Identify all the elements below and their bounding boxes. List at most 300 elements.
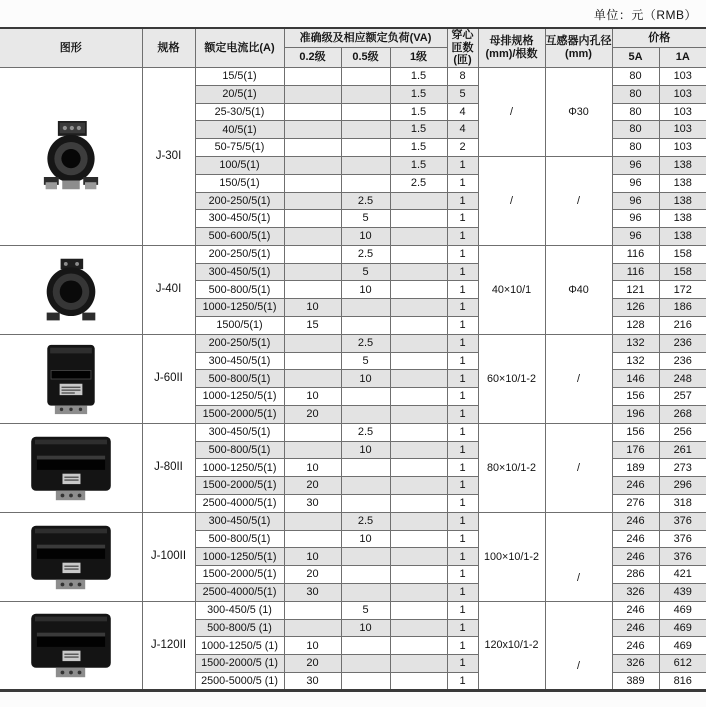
price-5a-cell: 146 (612, 370, 659, 388)
ratio-cell: 500-800/5(1) (195, 281, 284, 299)
class-1-cell (390, 245, 447, 263)
ratio-cell: 200-250/5(1) (195, 192, 284, 210)
price-1a-cell: 248 (659, 370, 706, 388)
price-1a-cell: 158 (659, 245, 706, 263)
class-0-5-cell (341, 459, 390, 477)
header-price-group: 价格 (612, 28, 706, 48)
class-0-5-cell (341, 406, 390, 424)
bore-cell: / (545, 156, 612, 245)
price-5a-cell: 132 (612, 334, 659, 352)
class-1-cell (390, 459, 447, 477)
class-1-cell (390, 495, 447, 513)
header-class-0-2: 0.2级 (284, 48, 341, 68)
class-0-2-cell: 10 (284, 637, 341, 655)
class-1-cell: 1.5 (390, 121, 447, 139)
ratio-cell: 200-250/5(1) (195, 334, 284, 352)
ratio-cell: 1500-2000/5(1) (195, 566, 284, 584)
price-1a-cell: 469 (659, 601, 706, 619)
class-0-5-cell (341, 566, 390, 584)
price-1a-cell: 261 (659, 441, 706, 459)
class-1-cell (390, 192, 447, 210)
class-1-cell (390, 352, 447, 370)
spec-cell: J-60II (142, 334, 195, 423)
price-5a-cell: 196 (612, 406, 659, 424)
class-0-2-cell: 10 (284, 388, 341, 406)
class-0-2-cell: 10 (284, 299, 341, 317)
ratio-cell: 100/5(1) (195, 156, 284, 174)
class-0-5-cell (341, 495, 390, 513)
turns-cell: 1 (447, 192, 478, 210)
class-0-5-cell: 10 (341, 228, 390, 246)
class-1-cell (390, 263, 447, 281)
class-0-5-cell: 2.5 (341, 245, 390, 263)
j-60ii-product-image (0, 342, 142, 416)
price-1a-cell: 103 (659, 85, 706, 103)
class-1-cell (390, 423, 447, 441)
header-figure: 图形 (0, 28, 142, 67)
spec-cell: J-30I (142, 67, 195, 245)
price-5a-cell: 96 (612, 156, 659, 174)
turns-cell: 1 (447, 370, 478, 388)
class-0-2-cell (284, 174, 341, 192)
ratio-cell: 2500-5000/5 (1) (195, 673, 284, 691)
price-5a-cell: 326 (612, 584, 659, 602)
ratio-cell: 2500-4000/5(1) (195, 584, 284, 602)
price-1a-cell: 138 (659, 192, 706, 210)
class-0-2-cell (284, 67, 341, 85)
ratio-cell: 300-450/5(1) (195, 423, 284, 441)
class-0-2-cell: 20 (284, 566, 341, 584)
turns-cell: 1 (447, 673, 478, 691)
class-1-cell (390, 299, 447, 317)
table-row (0, 245, 706, 263)
class-0-2-cell: 20 (284, 406, 341, 424)
ratio-cell: 300-450/5(1) (195, 512, 284, 530)
price-5a-cell: 126 (612, 299, 659, 317)
class-0-2-cell (284, 121, 341, 139)
class-0-2-cell: 20 (284, 477, 341, 495)
class-0-2-cell (284, 281, 341, 299)
header-class-0-5: 0.5级 (341, 48, 390, 68)
turns-cell: 1 (447, 263, 478, 281)
spec-cell: J-100II (142, 512, 195, 601)
price-1a-cell: 138 (659, 228, 706, 246)
price-5a-cell: 121 (612, 281, 659, 299)
class-0-5-cell: 10 (341, 281, 390, 299)
j-30i-product-image (0, 119, 142, 193)
price-1a-cell: 236 (659, 352, 706, 370)
price-5a-cell: 246 (612, 619, 659, 637)
price-1a-cell: 376 (659, 548, 706, 566)
class-1-cell (390, 334, 447, 352)
turns-cell: 1 (447, 423, 478, 441)
header-busbar: 母排规格(mm)/根数 (478, 28, 545, 67)
price-5a-cell: 80 (612, 67, 659, 85)
header-price-5a: 5A (612, 48, 659, 68)
bore-cell: / (545, 423, 612, 512)
class-1-cell (390, 530, 447, 548)
class-0-2-cell (284, 139, 341, 157)
header-bore: 互感器内孔径(mm) (545, 28, 612, 67)
price-5a-cell: 389 (612, 673, 659, 691)
price-5a-cell: 246 (612, 477, 659, 495)
class-0-5-cell (341, 637, 390, 655)
price-5a-cell: 80 (612, 139, 659, 157)
table-header (0, 28, 706, 67)
ratio-cell: 15/5(1) (195, 67, 284, 85)
busbar-cell: 120x10/1-2 (478, 601, 545, 690)
class-0-5-cell (341, 67, 390, 85)
class-1-cell (390, 512, 447, 530)
class-0-2-cell (284, 423, 341, 441)
turns-cell: 4 (447, 103, 478, 121)
ratio-cell: 1500/5(1) (195, 317, 284, 335)
price-5a-cell: 156 (612, 423, 659, 441)
price-1a-cell: 158 (659, 263, 706, 281)
spec-cell: J-80II (142, 423, 195, 512)
class-1-cell (390, 441, 447, 459)
ratio-cell: 200-250/5(1) (195, 245, 284, 263)
ratio-cell: 2500-4000/5(1) (195, 495, 284, 513)
class-1-cell (390, 388, 447, 406)
ratio-cell: 1000-1250/5 (1) (195, 637, 284, 655)
ratio-cell: 20/5(1) (195, 85, 284, 103)
turns-cell: 4 (447, 121, 478, 139)
class-0-5-cell (341, 85, 390, 103)
ratio-cell: 300-450/5(1) (195, 352, 284, 370)
class-0-2-cell (284, 334, 341, 352)
class-0-5-cell: 5 (341, 352, 390, 370)
class-0-2-cell: 30 (284, 673, 341, 691)
class-0-2-cell (284, 192, 341, 210)
ratio-cell: 500-800/5(1) (195, 441, 284, 459)
header-price-1a: 1A (659, 48, 706, 68)
price-1a-cell: 318 (659, 495, 706, 513)
price-1a-cell: 376 (659, 512, 706, 530)
price-1a-cell: 469 (659, 619, 706, 637)
turns-cell: 1 (447, 228, 478, 246)
ratio-cell: 1000-1250/5(1) (195, 388, 284, 406)
turns-cell: 1 (447, 530, 478, 548)
price-5a-cell: 80 (612, 121, 659, 139)
figure-cell (0, 245, 142, 334)
class-0-5-cell (341, 388, 390, 406)
class-0-5-cell (341, 655, 390, 673)
price-1a-cell: 236 (659, 334, 706, 352)
turns-cell: 1 (447, 317, 478, 335)
class-0-5-cell: 2.5 (341, 334, 390, 352)
price-5a-cell: 276 (612, 495, 659, 513)
class-0-5-cell: 5 (341, 601, 390, 619)
turns-cell: 1 (447, 459, 478, 477)
ratio-cell: 1000-1250/5(1) (195, 548, 284, 566)
price-1a-cell: 103 (659, 139, 706, 157)
turns-cell: 1 (447, 584, 478, 602)
price-5a-cell: 132 (612, 352, 659, 370)
turns-cell: 8 (447, 67, 478, 85)
price-1a-cell: 103 (659, 67, 706, 85)
class-1-cell (390, 317, 447, 335)
price-5a-cell: 189 (612, 459, 659, 477)
class-0-5-cell (341, 548, 390, 566)
price-1a-cell: 421 (659, 566, 706, 584)
spec-cell: J-40I (142, 245, 195, 334)
class-0-5-cell: 5 (341, 210, 390, 228)
class-1-cell (390, 601, 447, 619)
class-0-5-cell (341, 174, 390, 192)
class-0-2-cell (284, 601, 341, 619)
turns-cell: 1 (447, 406, 478, 424)
price-5a-cell: 96 (612, 210, 659, 228)
class-0-2-cell (284, 85, 341, 103)
turns-cell: 1 (447, 601, 478, 619)
figure-cell (0, 601, 142, 690)
class-1-cell (390, 673, 447, 691)
class-1-cell (390, 584, 447, 602)
price-1a-cell: 138 (659, 156, 706, 174)
price-1a-cell: 257 (659, 388, 706, 406)
class-0-2-cell (284, 370, 341, 388)
class-0-2-cell (284, 263, 341, 281)
header-turns: 穿心匝数(匝) (447, 28, 478, 67)
price-1a-cell: 273 (659, 459, 706, 477)
class-0-5-cell: 10 (341, 530, 390, 548)
price-5a-cell: 80 (612, 85, 659, 103)
price-1a-cell: 138 (659, 174, 706, 192)
class-0-5-cell: 10 (341, 441, 390, 459)
price-1a-cell: 138 (659, 210, 706, 228)
class-1-cell (390, 637, 447, 655)
class-0-2-cell (284, 352, 341, 370)
class-0-5-cell (341, 103, 390, 121)
busbar-cell: 40×10/1 (478, 245, 545, 334)
turns-cell: 1 (447, 655, 478, 673)
class-0-2-cell: 20 (284, 655, 341, 673)
price-1a-cell: 186 (659, 299, 706, 317)
turns-cell: 1 (447, 174, 478, 192)
class-1-cell: 1.5 (390, 103, 447, 121)
ratio-cell: 500-800/5 (1) (195, 619, 284, 637)
price-1a-cell: 469 (659, 637, 706, 655)
class-0-2-cell: 10 (284, 459, 341, 477)
turns-cell: 1 (447, 548, 478, 566)
class-0-5-cell (341, 477, 390, 495)
class-1-cell (390, 548, 447, 566)
table-row (0, 423, 706, 441)
class-1-cell (390, 566, 447, 584)
j-80ii-product-image (0, 432, 142, 504)
price-5a-cell: 246 (612, 512, 659, 530)
ratio-cell: 500-800/5(1) (195, 370, 284, 388)
class-0-5-cell: 10 (341, 619, 390, 637)
class-1-cell (390, 210, 447, 228)
class-1-cell (390, 619, 447, 637)
class-0-5-cell (341, 156, 390, 174)
turns-cell: 1 (447, 477, 478, 495)
price-1a-cell: 439 (659, 584, 706, 602)
class-0-5-cell: 10 (341, 370, 390, 388)
j-100ii-product-image (0, 521, 142, 593)
bore-cell: / (545, 601, 612, 690)
class-0-5-cell: 5 (341, 263, 390, 281)
price-5a-cell: 246 (612, 601, 659, 619)
price-5a-cell: 128 (612, 317, 659, 335)
class-0-5-cell (341, 121, 390, 139)
busbar-cell: 100×10/1-2 (478, 512, 545, 601)
turns-cell: 1 (447, 245, 478, 263)
ratio-cell: 300-450/5 (1) (195, 601, 284, 619)
class-0-5-cell: 2.5 (341, 512, 390, 530)
class-0-2-cell: 10 (284, 548, 341, 566)
ratio-cell: 40/5(1) (195, 121, 284, 139)
busbar-cell: 60×10/1-2 (478, 334, 545, 423)
turns-cell: 1 (447, 512, 478, 530)
price-5a-cell: 116 (612, 263, 659, 281)
class-0-2-cell (284, 512, 341, 530)
j-40i-product-image (0, 257, 142, 323)
class-1-cell (390, 477, 447, 495)
turns-cell: 1 (447, 441, 478, 459)
header-spec: 规格 (142, 28, 195, 67)
class-1-cell: 2.5 (390, 174, 447, 192)
ratio-cell: 25-30/5(1) (195, 103, 284, 121)
ratio-cell: 1000-1250/5(1) (195, 459, 284, 477)
spec-cell: J-120II (142, 601, 195, 690)
turns-cell: 5 (447, 85, 478, 103)
price-1a-cell: 612 (659, 655, 706, 673)
price-5a-cell: 96 (612, 192, 659, 210)
class-0-2-cell: 30 (284, 495, 341, 513)
table-row (0, 512, 706, 530)
class-0-2-cell (284, 103, 341, 121)
class-0-2-cell: 15 (284, 317, 341, 335)
turns-cell: 1 (447, 334, 478, 352)
class-0-5-cell (341, 317, 390, 335)
price-5a-cell: 326 (612, 655, 659, 673)
class-0-2-cell (284, 245, 341, 263)
class-1-cell: 1.5 (390, 85, 447, 103)
class-0-2-cell (284, 228, 341, 246)
price-5a-cell: 156 (612, 388, 659, 406)
turns-cell: 1 (447, 352, 478, 370)
price-1a-cell: 256 (659, 423, 706, 441)
table-row (0, 67, 706, 85)
class-0-2-cell (284, 156, 341, 174)
price-1a-cell: 172 (659, 281, 706, 299)
table-body (0, 67, 706, 690)
price-table (0, 27, 706, 692)
price-1a-cell: 103 (659, 103, 706, 121)
price-1a-cell: 376 (659, 530, 706, 548)
class-0-5-cell: 2.5 (341, 192, 390, 210)
class-0-5-cell (341, 299, 390, 317)
price-5a-cell: 80 (612, 103, 659, 121)
header-accuracy-group: 准确级及相应额定负荷(VA) (284, 28, 447, 48)
price-1a-cell: 816 (659, 673, 706, 691)
ratio-cell: 50-75/5(1) (195, 139, 284, 157)
turns-cell: 1 (447, 566, 478, 584)
price-5a-cell: 246 (612, 530, 659, 548)
turns-cell: 1 (447, 388, 478, 406)
busbar-cell: 80×10/1-2 (478, 423, 545, 512)
turns-cell: 1 (447, 281, 478, 299)
ratio-cell: 1500-2000/5 (1) (195, 655, 284, 673)
price-5a-cell: 116 (612, 245, 659, 263)
price-5a-cell: 176 (612, 441, 659, 459)
class-0-2-cell (284, 530, 341, 548)
class-1-cell (390, 281, 447, 299)
class-0-5-cell: 2.5 (341, 423, 390, 441)
price-5a-cell: 96 (612, 174, 659, 192)
class-1-cell (390, 655, 447, 673)
turns-cell: 1 (447, 210, 478, 228)
ratio-cell: 1500-2000/5(1) (195, 477, 284, 495)
price-1a-cell: 103 (659, 121, 706, 139)
turns-cell: 1 (447, 495, 478, 513)
class-1-cell (390, 370, 447, 388)
price-5a-cell: 246 (612, 548, 659, 566)
class-1-cell: 1.5 (390, 67, 447, 85)
unit-label: 单位：元（RMB） (593, 8, 697, 22)
class-0-2-cell (284, 441, 341, 459)
class-0-2-cell (284, 619, 341, 637)
figure-cell (0, 67, 142, 245)
header-class-1: 1级 (390, 48, 447, 68)
turns-cell: 1 (447, 619, 478, 637)
price-1a-cell: 216 (659, 317, 706, 335)
ratio-cell: 500-800/5(1) (195, 530, 284, 548)
ratio-cell: 500-600/5(1) (195, 228, 284, 246)
price-1a-cell: 268 (659, 406, 706, 424)
bore-cell: / (545, 512, 612, 601)
class-1-cell (390, 406, 447, 424)
ratio-cell: 300-450/5(1) (195, 210, 284, 228)
price-5a-cell: 286 (612, 566, 659, 584)
class-1-cell (390, 228, 447, 246)
j-120ii-product-image (0, 609, 142, 681)
ratio-cell: 150/5(1) (195, 174, 284, 192)
class-0-5-cell (341, 584, 390, 602)
bore-cell: / (545, 334, 612, 423)
price-5a-cell: 96 (612, 228, 659, 246)
class-1-cell: 1.5 (390, 156, 447, 174)
bore-cell: Φ40 (545, 245, 612, 334)
class-0-2-cell: 30 (284, 584, 341, 602)
header-current-ratio: 额定电流比(A) (195, 28, 284, 67)
class-0-5-cell (341, 673, 390, 691)
class-0-5-cell (341, 139, 390, 157)
bore-cell: Φ30 (545, 67, 612, 156)
turns-cell: 1 (447, 637, 478, 655)
busbar-cell: / (478, 67, 545, 156)
table-row (0, 601, 706, 619)
ratio-cell: 300-450/5(1) (195, 263, 284, 281)
class-0-2-cell (284, 210, 341, 228)
ratio-cell: 1000-1250/5(1) (195, 299, 284, 317)
busbar-cell: / (478, 156, 545, 245)
class-1-cell: 1.5 (390, 139, 447, 157)
turns-cell: 2 (447, 139, 478, 157)
figure-cell (0, 512, 142, 601)
figure-cell (0, 423, 142, 512)
price-5a-cell: 246 (612, 637, 659, 655)
price-1a-cell: 296 (659, 477, 706, 495)
table-row (0, 334, 706, 352)
turns-cell: 1 (447, 156, 478, 174)
figure-cell (0, 334, 142, 423)
turns-cell: 1 (447, 299, 478, 317)
ratio-cell: 1500-2000/5(1) (195, 406, 284, 424)
